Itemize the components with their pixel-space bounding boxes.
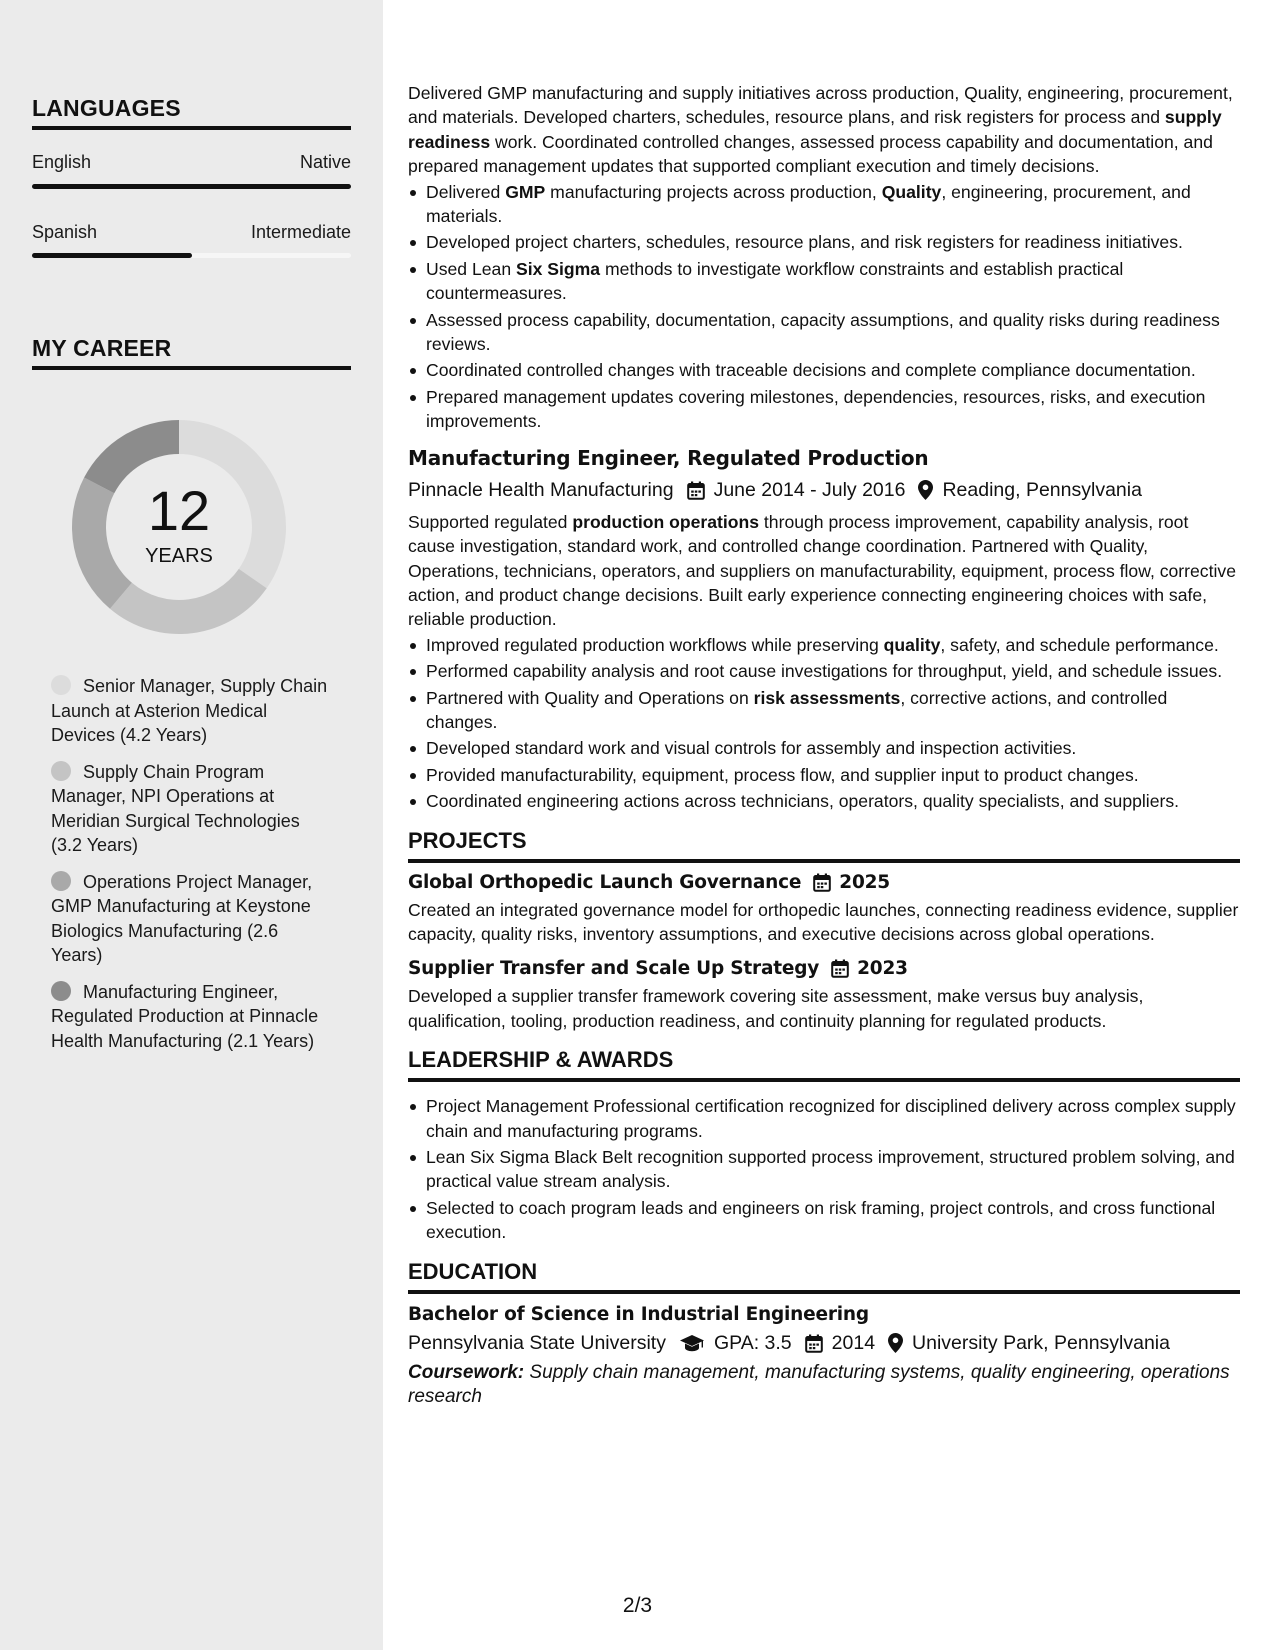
language-row-english [32,152,351,173]
career-legend-label: Senior Manager, Supply Chain Launch at Asterion Medical Devices (4.2 Years) [51,676,328,745]
project-year: 2025 [839,871,890,893]
job-bullets [408,633,1240,814]
bullet-item: Improved regulated production workflows while preserving quality, safety, and schedule performance. [408,633,1240,657]
bullet-item: Developed project charters, schedules, resource plans, and risk registers for readiness initiatives. [408,230,1240,254]
job-meta [408,479,1240,502]
career-legend-label: Supply Chain Program Manager, NPI Operations at Meridian Surgical Technologies (3.2 Years) [51,761,300,855]
bullet-item: Prepared management updates covering milestones, dependencies, resources, risks, and execution improvements. [408,385,1240,434]
legend-swatch [51,761,71,781]
award-item: Selected to coach program leads and engineers on risk framing, project controls, and cross functional execution. [408,1196,1240,1245]
awards-list [408,1094,1240,1244]
career-legend-label: Operations Project Manager, GMP Manufacturing at Keystone Biologics Manufacturing (2.6 Years) [51,871,313,965]
bullet-item: Delivered GMP manufacturing projects across production, Quality, engineering, procurement, and materials. [408,180,1240,229]
languages-rule [32,126,351,130]
degree-title: Bachelor of Science in Industrial Engineering [408,1303,869,1325]
projects-heading: PROJECTS [408,828,1240,863]
project-title: Global Orthopedic Launch Governance [408,871,802,893]
legend-swatch [51,871,71,891]
career-total-unit: YEARS [145,544,213,567]
education-heading: EDUCATION [408,1259,1240,1294]
coursework-label: Coursework: [408,1361,525,1383]
language-bar-spanish [32,253,351,258]
school-location: University Park, Pennsylvania [912,1331,1170,1354]
language-level: Native [299,152,351,172]
career-rule [32,366,351,370]
graduation-year: 2014 [831,1331,876,1354]
career-legend-label: Manufacturing Engineer, Regulated Production at Pinnacle Health Manufacturing (2.1 Years) [51,981,319,1051]
bullet-item: Provided manufacturability, equipment, process flow, and supplier input to product changes. [408,763,1240,787]
graduation-cap-icon [679,1334,705,1352]
career-legend-item [51,870,331,968]
main-content [408,0,1240,1409]
language-bar-fill [32,184,351,189]
experience-summary: Delivered GMP manufacturing and supply initiatives across production, Quality, engineering, procurement, and materials. Developed charters, schedules, resource plans, and risk registers for process and supply readiness work. Coordinated controlled changes, assessed process capability and documentation, and prepared management updates that supported compliant execution and timely decisions. [408,83,1233,177]
legend-swatch [51,675,71,695]
award-item: Lean Six Sigma Black Belt recognition supported process improvement, structured problem solving, and practical value stream analysis. [408,1145,1240,1194]
language-bar-english [32,184,351,189]
job-summary: Supported regulated production operations through process improvement, capability analysis, root cause investigation, standard work, and controlled change coordination. Partnered with Quality, Operations, technicians, operators, and suppliers on manufacturability, equipment, process flow, corrective action, and product change decisions. Built early experience connecting engineering choices with safe, reliable production. [408,511,1236,630]
project-year: 2023 [857,958,908,980]
education-meta [408,1332,1240,1355]
language-row-spanish [32,222,351,243]
calendar-icon [831,959,849,978]
job-company: Pinnacle Health Manufacturing [408,478,674,501]
bullet-item: Partnered with Quality and Operations on risk assessments, corrective actions, and controlled changes. [408,686,1240,735]
school-name: Pennsylvania State University [408,1331,666,1354]
language-bar-fill [32,253,192,258]
bullet-item: Coordinated engineering actions across technicians, operators, quality specialists, and suppliers. [408,789,1240,813]
career-legend-item [51,760,331,858]
language-name: Spanish [32,222,98,242]
career-total-value: 12 [147,478,211,542]
project-title-row [408,872,1240,893]
bullet-item: Coordinated controlled changes with traceable decisions and complete compliance documentation. [408,358,1240,382]
coursework-text: Supply chain management, manufacturing systems, quality engineering, operations research [408,1361,1230,1407]
project-title: Supplier Transfer and Scale Up Strategy [408,958,820,980]
project-description: Developed a supplier transfer framework covering site assessment, make versus buy analysis, qualification, tooling, production readiness, and continuity planning for regulated products. [408,986,1144,1031]
gpa: GPA: 3.5 [713,1331,792,1354]
calendar-icon [805,1334,823,1353]
bullet-item: Performed capability analysis and root cause investigations for throughput, yield, and schedule issues. [408,659,1240,683]
map-pin-icon [888,1333,903,1353]
legend-swatch [51,981,71,1001]
coursework [408,1361,1240,1409]
job-title: Manufacturing Engineer, Regulated Production [408,445,929,470]
calendar-icon [687,481,705,500]
bullet-item: Assessed process capability, documentation, capacity assumptions, and quality risks during readiness reviews. [408,308,1240,357]
language-name: English [32,152,92,172]
project-title-row [408,958,1240,979]
awards-heading: LEADERSHIP & AWARDS [408,1047,1240,1082]
career-heading: MY CAREER [32,335,172,361]
career-total [66,414,292,640]
project-description: Created an integrated governance model for orthopedic launches, connecting readiness evidence, supplier capacity, quality risks, inventory assumptions, and executive decisions across global operations. [408,899,1239,944]
award-item: Project Management Professional certification recognized for disciplined delivery across complex supply chain and manufacturing programs. [408,1094,1240,1143]
career-legend [51,674,331,1065]
map-pin-icon [918,480,933,500]
languages-heading: LANGUAGES [32,95,181,121]
bullet-item: Developed standard work and visual controls for assembly and inspection activities. [408,736,1240,760]
experience-bullets [408,180,1240,434]
bullet-item: Used Lean Six Sigma methods to investigate workflow constraints and establish practical countermeasures. [408,257,1240,306]
sidebar [0,0,383,1650]
calendar-icon [813,873,831,892]
language-level: Intermediate [250,222,351,242]
career-donut-chart [66,414,292,640]
job-location: Reading, Pennsylvania [942,478,1142,501]
career-legend-item [51,674,331,748]
career-legend-item [51,980,331,1054]
page-number: 2/3 [622,1594,653,1617]
job-dates: June 2014 - July 2016 [713,478,906,501]
